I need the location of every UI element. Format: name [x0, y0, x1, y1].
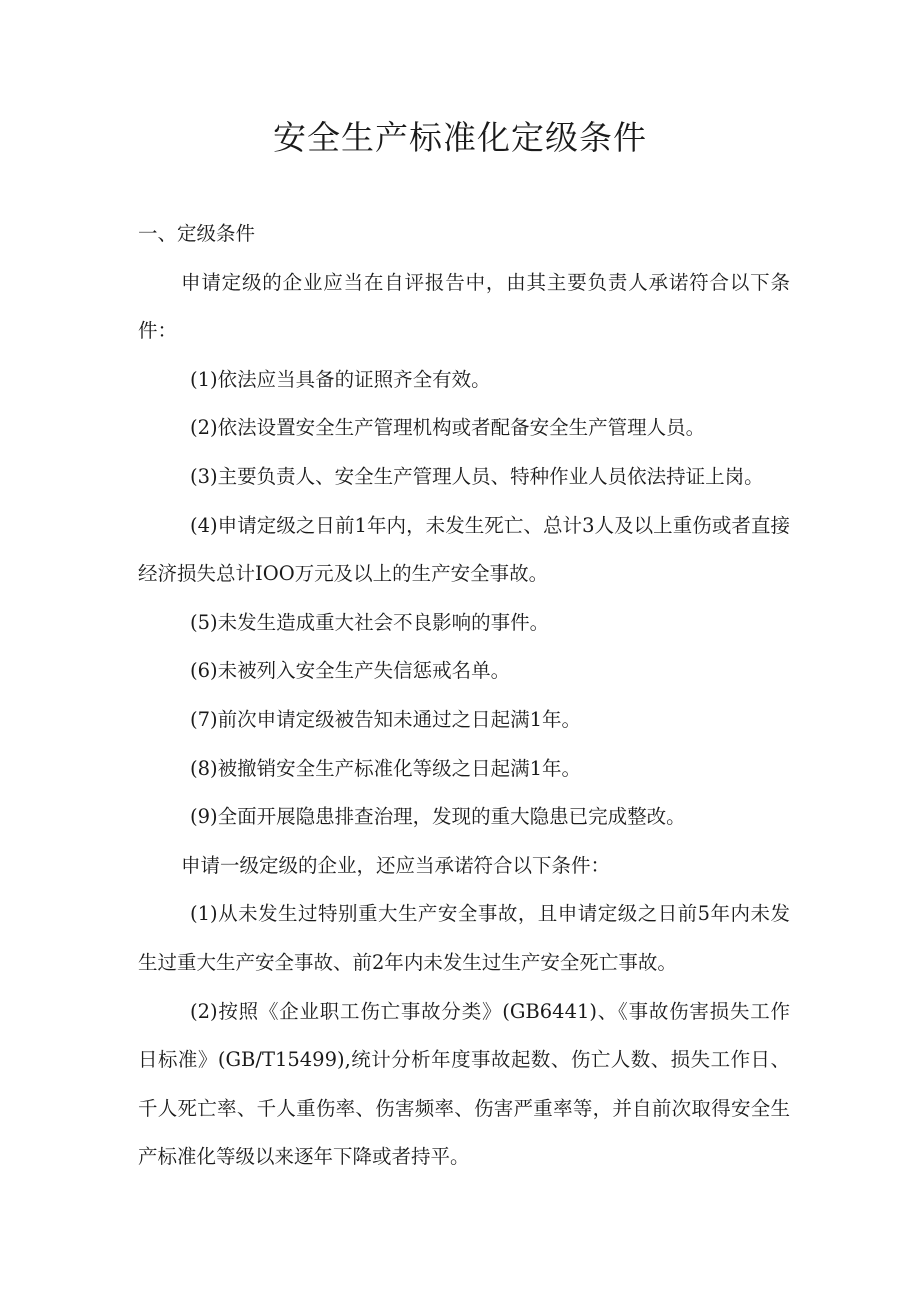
condition-item: (3)主要负责人、安全生产管理人员、特种作业人员依法持证上岗。	[190, 464, 764, 488]
condition-item: (2)依法设置安全生产管理机构或者配备安全生产管理人员。	[190, 416, 706, 440]
condition-item: (9)全面开展隐患排查治理，发现的重大隐患已完成整改。	[190, 805, 686, 829]
intro-paragraph: 申请定级的企业应当在自评报告中，由其主要负责人承诺符合以下条件：	[138, 270, 790, 343]
condition-item: (6)未被列入安全生产失信惩戒名单。	[190, 659, 511, 683]
condition-item: (4)申请定级之日前1年内，未发生死亡、总计3人及以上重伤或者直接经济损失总计IOO万元及以上的生产安全事故。	[138, 513, 790, 586]
condition-item: (7)前次申请定级被告知未通过之日起满1年。	[190, 707, 582, 731]
level-one-intro: 申请一级定级的企业，还应当承诺符合以下条件：	[181, 853, 611, 877]
document-body	[138, 210, 790, 1182]
condition-item: (5)未发生造成重大社会不良影响的事件。	[190, 610, 550, 634]
condition-item: (1)依法应当具备的证照齐全有效。	[190, 367, 491, 391]
section-heading: 一、定级条件	[138, 222, 256, 245]
level-one-condition-item: (1)从未发生过特别重大生产安全事故，且申请定级之日前5年内未发生过重大生产安全事故、前2年内未发生过生产安全死亡事故。	[138, 902, 790, 974]
level-one-condition-item: (2)按照《企业职工伤亡事故分类》(GB6441)、《事故伤害损失工作日标准》(GB/T15499),统计分析年度事故起数、伤亡人数、损失工作日、千人死亡率、千人重伤率、伤害频率、伤害严重率等，并自前次取得安全生产标准化等级以来逐年下降或者持平。	[138, 999, 790, 1169]
document-title: 安全生产标准化定级条件	[273, 118, 647, 157]
condition-item: (8)被撤销安全生产标准化等级之日起满1年。	[190, 756, 582, 780]
